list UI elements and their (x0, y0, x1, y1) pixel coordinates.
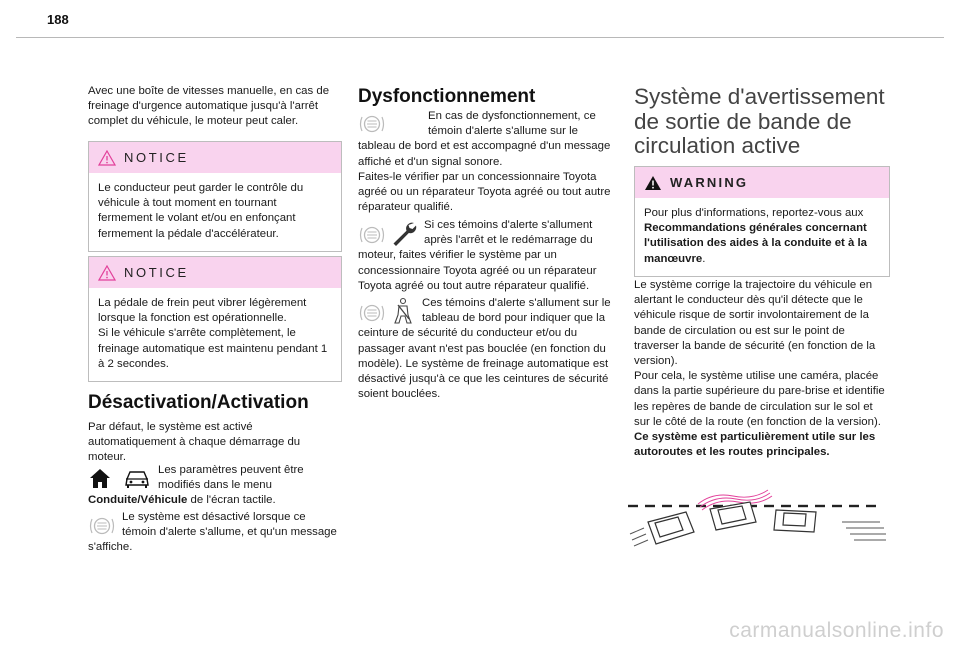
emergency-braking-warning-icon (358, 111, 386, 137)
seatbelt-icon (390, 297, 416, 325)
section-heading-deactivation: Désactivation/Activation (88, 392, 309, 413)
vehicle-settings-icon (122, 467, 152, 489)
intro-text: Avec une boîte de vitesses manuelle, en cas de freinage d'urgence automatique jusqu'à l'arrêt complet du véhicule, le moteur peut caler. (88, 85, 330, 128)
wrench-icon (390, 220, 418, 248)
restart-text: Si ces témoins d'alerte s'allument après l'arrêt et le redémarrage du moteur, faites vérifier le système par un concessionnaire Toyota agréé ou un réparateur Toyota agréé ou tout autre réparateur qualifié. (358, 219, 597, 292)
notice-box-1 (88, 141, 342, 252)
warning-triangle-icon (98, 265, 116, 281)
menu-path: Conduite/Véhicule (88, 494, 188, 507)
malfunction-advice: Faites-le vérifier par un concessionnaire Toyota agréé ou un réparateur Toyota agréé ou tout autre réparateur qualifié. (358, 170, 611, 214)
vehicle-outline (648, 502, 816, 544)
default-activation-text: Par défaut, le système est activé automatiquement à chaque démarrage du moteur. (88, 421, 301, 464)
warning-text-pre: Pour plus d'informations, reportez-vous aux (644, 207, 864, 219)
warning-header (635, 167, 889, 198)
lane-departure-illustration (628, 482, 888, 552)
warning-text-post: . (702, 252, 706, 265)
emergency-braking-warning-icon (358, 222, 386, 248)
home-icon (88, 467, 112, 489)
malfunction-paragraph (358, 109, 616, 215)
settings-text-post: de l'écran tactile. (190, 494, 276, 507)
notice-header (89, 142, 341, 173)
page-number: 188 (47, 12, 69, 27)
notice-text: Le conducteur peut garder le contrôle du véhicule à tout moment en tournant fermement le volant et/ou en enfonçant fermement la pédale d'accélérateur. (98, 182, 304, 240)
emergency-braking-warning-icon (88, 513, 116, 539)
warning-box (634, 166, 890, 277)
lane-departure-body (634, 278, 890, 460)
restart-paragraph (358, 218, 616, 294)
notice-text-line: Si le véhicule s'arrête complètement, le freinage automatique est maintenu pendant 1 à 2 secondes. (98, 327, 328, 370)
section-heading-malfunction: Dysfonctionnement (358, 86, 536, 107)
notice-text-line: La pédale de frein peut vibrer légèrement lorsque la fonction est opérationnelle. (98, 297, 307, 325)
lane-departure-text-2: Pour cela, le système utilise une caméra, placée dans la partie supérieure du pare-brise et identifie les repères de bande de circulation sur le sol et sur le côté de la route (en fonction de la version). (634, 370, 885, 428)
top-rule (16, 37, 944, 38)
notice-header (89, 257, 341, 288)
warning-triangle-icon (644, 175, 662, 191)
notice-title: NOTICE (124, 150, 189, 165)
warning-title: WARNING (670, 175, 749, 190)
section-heading-lane-departure: Système d'avertissement de sortie de bande de circulation active (634, 84, 885, 158)
lane-departure-text-3: Ce système est particulièrement utile sur les autoroutes et les routes principales. (634, 431, 876, 459)
warning-triangle-icon (98, 150, 116, 166)
settings-paragraph (88, 463, 342, 509)
emergency-braking-warning-icon (358, 300, 386, 326)
notice-box-2 (88, 256, 342, 382)
watermark: carmanualsonline.info (729, 619, 944, 642)
notice-title: NOTICE (124, 265, 189, 280)
deactivated-text: Le système est désactivé lorsque ce témoin d'alerte s'allume, et qu'un message s'affiche. (88, 511, 337, 554)
notice-text (89, 288, 341, 381)
seatbelt-paragraph (358, 296, 616, 402)
seatbelt-text: Ces témoins d'alerte s'allument sur le tableau de bord pour indiquer que la ceinture de sécurité du conducteur et/ou du passager avant n'est pas bouclée (en fonction du modèle). Le système de freinage automatique est désactivé jusqu'à ce que les ceintures de sécurité soient bouclées. (358, 297, 611, 401)
malfunction-text: En cas de dysfonctionnement, ce témoin d'alerte s'allume sur le tableau de bord et est accompagné d'un message affiché et d'un signal sonore. (358, 110, 611, 168)
settings-text-pre: Les paramètres peuvent être modifiés dans le menu (158, 464, 304, 492)
warning-text-reference: Recommandations générales concernant l'utilisation des aides à la conduite et à la manœuvre (644, 222, 867, 265)
warning-text (635, 198, 889, 276)
lane-departure-text-1: Le système corrige la trajectoire du véhicule en alertant le conducteur dès qu'il détecte que le véhicule risque de sortir involontairement de la bande de circulation ou est sur le point de traverser la bande de sécurité (en fonction de la version). (634, 279, 876, 368)
deactivated-paragraph (88, 510, 342, 556)
